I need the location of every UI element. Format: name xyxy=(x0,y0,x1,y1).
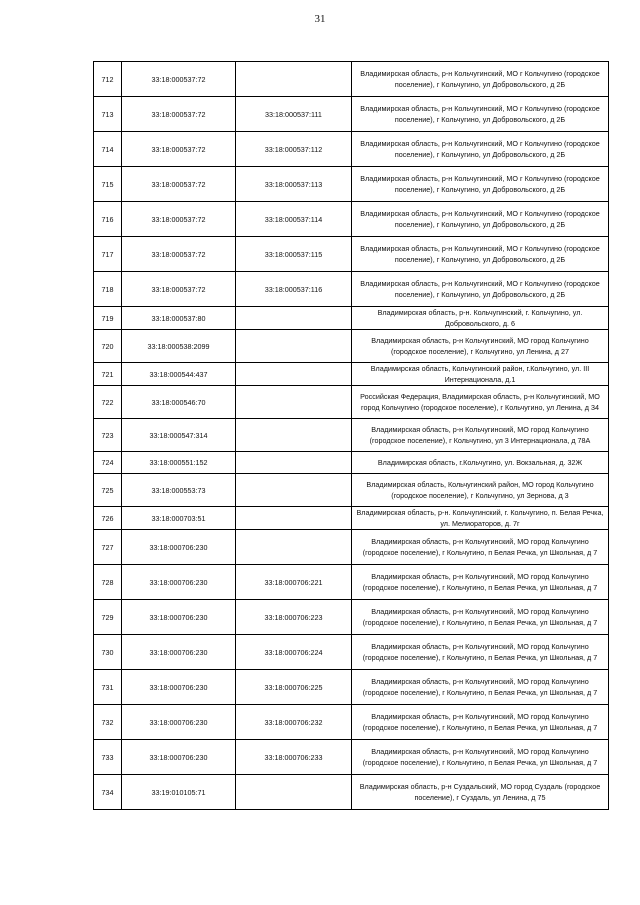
table-row xyxy=(94,600,609,635)
table-row xyxy=(94,62,609,97)
registry-table-body xyxy=(94,62,609,810)
row-number-cell: 721 xyxy=(94,363,122,386)
table-row xyxy=(94,330,609,363)
address-cell: Владимирская область, р-н Кольчугинский, МО город Кольчугино (городское поселение), г Кольчугино, ул 3 Интернационала, д 78А xyxy=(352,419,609,452)
cadastral-number-cell: 33:18:000537:72 xyxy=(122,272,236,307)
address-cell: Владимирская область, р-н Кольчугинский, МО город Кольчугино (городское поселение), г Кольчугино, ул Ленина, д 27 xyxy=(352,330,609,363)
cadastral-number-cell: 33:18:000706:230 xyxy=(122,670,236,705)
address-cell: Владимирская область, г.Кольчугино, ул. Вокзальная, д. 32Ж xyxy=(352,452,609,474)
row-number-cell: 727 xyxy=(94,530,122,565)
sub-cadastral-number-cell: 33:18:000537:114 xyxy=(236,202,352,237)
cadastral-number-cell: 33:18:000537:72 xyxy=(122,237,236,272)
sub-cadastral-number-cell: 33:18:000706:223 xyxy=(236,600,352,635)
address-cell: Владимирская область, р-н Кольчугинский, МО город Кольчугино (городское поселение), г Кольчугино, п Белая Речка, ул Школьная, д 7 xyxy=(352,600,609,635)
sub-cadastral-number-cell xyxy=(236,452,352,474)
cadastral-number-cell: 33:18:000537:80 xyxy=(122,307,236,330)
address-cell: Владимирская область, р-н Кольчугинский, МО г Кольчугино (городское поселение), г Кольчугино, ул Добровольского, д 2Б xyxy=(352,62,609,97)
cadastral-number-cell: 33:18:000547:314 xyxy=(122,419,236,452)
table-row xyxy=(94,167,609,202)
sub-cadastral-number-cell xyxy=(236,330,352,363)
sub-cadastral-number-cell: 33:18:000537:115 xyxy=(236,237,352,272)
cadastral-number-cell: 33:18:000706:230 xyxy=(122,530,236,565)
address-cell: Владимирская область, р-н Кольчугинский, МО город Кольчугино (городское поселение), г Кольчугино, п Белая Речка, ул Школьная, д 7 xyxy=(352,565,609,600)
row-number-cell: 712 xyxy=(94,62,122,97)
table-row xyxy=(94,97,609,132)
sub-cadastral-number-cell xyxy=(236,507,352,530)
address-cell: Владимирская область, р-н. Кольчугинский, г. Кольчугино, п. Белая Речка, ул. Мелиораторов, д. 7г xyxy=(352,507,609,530)
row-number-cell: 726 xyxy=(94,507,122,530)
address-cell: Владимирская область, р-н Кольчугинский, МО город Кольчугино (городское поселение), г Кольчугино, п Белая Речка, ул Школьная, д 7 xyxy=(352,740,609,775)
table-row xyxy=(94,705,609,740)
sub-cadastral-number-cell: 33:18:000537:112 xyxy=(236,132,352,167)
table-row xyxy=(94,474,609,507)
table-row xyxy=(94,272,609,307)
table-row xyxy=(94,565,609,600)
address-cell: Владимирская область, р-н Кольчугинский, МО г Кольчугино (городское поселение), г Кольчугино, ул Добровольского, д 2Б xyxy=(352,167,609,202)
table-row xyxy=(94,202,609,237)
cadastral-number-cell: 33:18:000546:70 xyxy=(122,386,236,419)
cadastral-number-cell: 33:18:000706:230 xyxy=(122,740,236,775)
table-row xyxy=(94,452,609,474)
sub-cadastral-number-cell: 33:18:000706:232 xyxy=(236,705,352,740)
sub-cadastral-number-cell xyxy=(236,386,352,419)
cadastral-number-cell: 33:18:000706:230 xyxy=(122,635,236,670)
row-number-cell: 725 xyxy=(94,474,122,507)
cadastral-number-cell: 33:18:000537:72 xyxy=(122,97,236,132)
sub-cadastral-number-cell xyxy=(236,474,352,507)
row-number-cell: 729 xyxy=(94,600,122,635)
row-number-cell: 733 xyxy=(94,740,122,775)
table-row xyxy=(94,635,609,670)
cadastral-number-cell: 33:18:000553:73 xyxy=(122,474,236,507)
page-number: 31 xyxy=(314,13,326,25)
table-row xyxy=(94,775,609,810)
sub-cadastral-number-cell xyxy=(236,419,352,452)
sub-cadastral-number-cell: 33:18:000537:111 xyxy=(236,97,352,132)
row-number-cell: 722 xyxy=(94,386,122,419)
sub-cadastral-number-cell: 33:18:000706:225 xyxy=(236,670,352,705)
sub-cadastral-number-cell: 33:18:000706:224 xyxy=(236,635,352,670)
table-row xyxy=(94,237,609,272)
cadastral-number-cell: 33:18:000538:2099 xyxy=(122,330,236,363)
table-row xyxy=(94,307,609,330)
row-number-cell: 723 xyxy=(94,419,122,452)
address-cell: Владимирская область, р-н Кольчугинский, МО город Кольчугино (городское поселение), г Кольчугино, п Белая Речка, ул Школьная, д 7 xyxy=(352,635,609,670)
sub-cadastral-number-cell: 33:18:000537:116 xyxy=(236,272,352,307)
address-cell: Владимирская область, р-н Кольчугинский, МО город Кольчугино (городское поселение), г Кольчугино, п Белая Речка, ул Школьная, д 7 xyxy=(352,705,609,740)
address-cell: Владимирская область, р-н. Кольчугинский, г. Кольчугино, ул. Добровольского, д. 6 xyxy=(352,307,609,330)
sub-cadastral-number-cell xyxy=(236,307,352,330)
sub-cadastral-number-cell xyxy=(236,363,352,386)
row-number-cell: 731 xyxy=(94,670,122,705)
sub-cadastral-number-cell: 33:18:000706:233 xyxy=(236,740,352,775)
address-cell: Владимирская область, р-н Суздальский, МО город Суздаль (городское поселение), г Суздаль, ул Ленина, д 75 xyxy=(352,775,609,810)
table-row xyxy=(94,507,609,530)
cadastral-number-cell: 33:18:000544:437 xyxy=(122,363,236,386)
address-cell: Владимирская область, р-н Кольчугинский, МО город Кольчугино (городское поселение), г Кольчугино, п Белая Речка, ул Школьная, д 7 xyxy=(352,530,609,565)
row-number-cell: 734 xyxy=(94,775,122,810)
address-cell: Владимирская область, р-н Кольчугинский, МО г Кольчугино (городское поселение), г Кольчугино, ул Добровольского, д 2Б xyxy=(352,97,609,132)
address-cell: Владимирская область, Кольчугинский район, МО город Кольчугино (городское поселение), г Кольчугино, ул Зернова, д 3 xyxy=(352,474,609,507)
row-number-cell: 720 xyxy=(94,330,122,363)
row-number-cell: 724 xyxy=(94,452,122,474)
row-number-cell: 716 xyxy=(94,202,122,237)
table-row xyxy=(94,132,609,167)
row-number-cell: 713 xyxy=(94,97,122,132)
table-row xyxy=(94,386,609,419)
row-number-cell: 730 xyxy=(94,635,122,670)
registry-table xyxy=(93,61,609,810)
cadastral-number-cell: 33:18:000706:230 xyxy=(122,565,236,600)
sub-cadastral-number-cell xyxy=(236,62,352,97)
cadastral-number-cell: 33:18:000706:230 xyxy=(122,705,236,740)
address-cell: Владимирская область, р-н Кольчугинский, МО город Кольчугино (городское поселение), г Кольчугино, п Белая Речка, ул Школьная, д 7 xyxy=(352,670,609,705)
row-number-cell: 728 xyxy=(94,565,122,600)
row-number-cell: 715 xyxy=(94,167,122,202)
cadastral-number-cell: 33:18:000537:72 xyxy=(122,132,236,167)
table-row xyxy=(94,530,609,565)
address-cell: Владимирская область, р-н Кольчугинский, МО г Кольчугино (городское поселение), г Кольчугино, ул Добровольского, д 2Б xyxy=(352,237,609,272)
table-row xyxy=(94,740,609,775)
sub-cadastral-number-cell: 33:18:000706:221 xyxy=(236,565,352,600)
row-number-cell: 717 xyxy=(94,237,122,272)
table-row xyxy=(94,419,609,452)
cadastral-number-cell: 33:19:010105:71 xyxy=(122,775,236,810)
cadastral-number-cell: 33:18:000706:230 xyxy=(122,600,236,635)
sub-cadastral-number-cell xyxy=(236,775,352,810)
row-number-cell: 714 xyxy=(94,132,122,167)
address-cell: Владимирская область, р-н Кольчугинский, МО г Кольчугино (городское поселение), г Кольчугино, ул Добровольского, д 2Б xyxy=(352,272,609,307)
address-cell: Владимирская область, р-н Кольчугинский, МО г Кольчугино (городское поселение), г Кольчугино, ул Добровольского, д 2Б xyxy=(352,202,609,237)
cadastral-number-cell: 33:18:000703:51 xyxy=(122,507,236,530)
address-cell: Владимирская область, Кольчугинский район, г.Кольчугино, ул. III Интернационала, д.1 xyxy=(352,363,609,386)
cadastral-number-cell: 33:18:000551:152 xyxy=(122,452,236,474)
sub-cadastral-number-cell: 33:18:000537:113 xyxy=(236,167,352,202)
sub-cadastral-number-cell xyxy=(236,530,352,565)
address-cell: Российская Федерация, Владимирская область, р-н Кольчугинский, МО город Кольчугино (городское поселение), г Кольчугино, ул Ленина, д 34 xyxy=(352,386,609,419)
row-number-cell: 718 xyxy=(94,272,122,307)
address-cell: Владимирская область, р-н Кольчугинский, МО г Кольчугино (городское поселение), г Кольчугино, ул Добровольского, д 2Б xyxy=(352,132,609,167)
table-row xyxy=(94,363,609,386)
row-number-cell: 732 xyxy=(94,705,122,740)
cadastral-number-cell: 33:18:000537:72 xyxy=(122,202,236,237)
table-row xyxy=(94,670,609,705)
cadastral-number-cell: 33:18:000537:72 xyxy=(122,62,236,97)
cadastral-number-cell: 33:18:000537:72 xyxy=(122,167,236,202)
row-number-cell: 719 xyxy=(94,307,122,330)
